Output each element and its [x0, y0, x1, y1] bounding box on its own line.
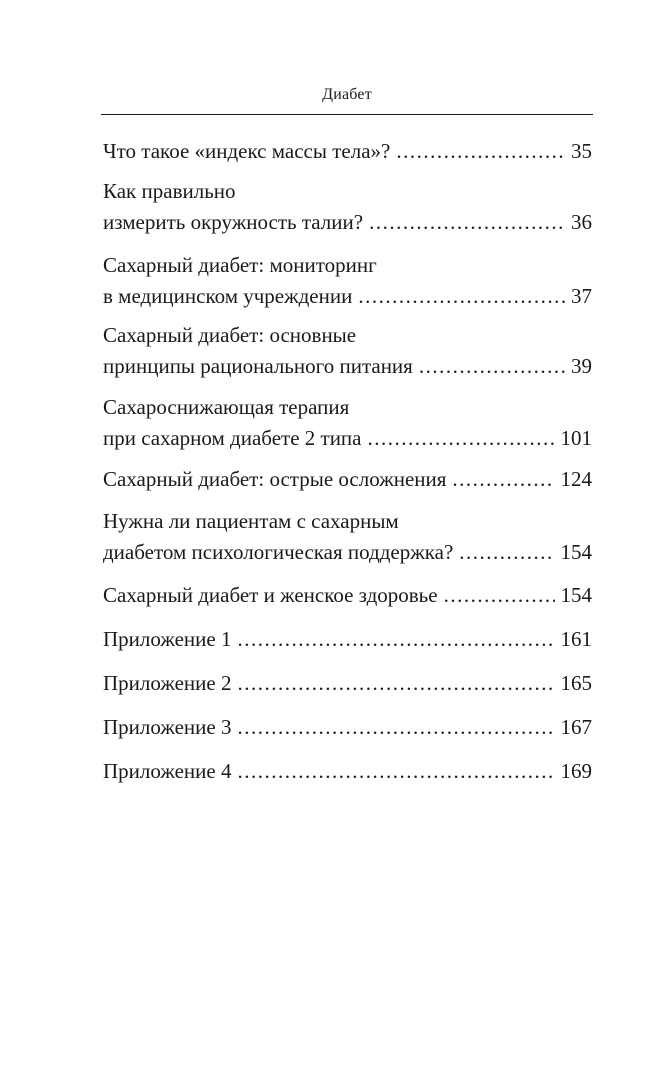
toc-entry[interactable] [103, 506, 592, 568]
dot-leader [444, 580, 555, 611]
toc-page-number: 169 [560, 759, 592, 783]
toc-entry-title: Сахарный диабет: острые осложнения [103, 467, 447, 491]
toc-entry-title: Приложение 1 [103, 627, 232, 651]
toc-entry-line [103, 464, 592, 495]
toc-entry-title: Что такое «индекс массы тела»? [103, 139, 391, 163]
toc-entry-line [103, 712, 592, 743]
toc-entry-title: Приложение 3 [103, 715, 232, 739]
toc-entry[interactable] [103, 176, 592, 238]
toc-entry-line [103, 624, 592, 655]
dot-leader [452, 464, 554, 495]
toc-entry-line [103, 351, 592, 382]
dot-leader [368, 423, 555, 454]
toc-page-number: 37 [571, 284, 592, 308]
toc-entry-title: Приложение 4 [103, 759, 232, 783]
toc-entry[interactable] [103, 624, 592, 655]
toc-entry[interactable] [103, 320, 592, 382]
dot-leader [237, 756, 554, 787]
toc-page-number: 35 [571, 139, 592, 163]
toc-page-number: 167 [560, 715, 592, 739]
toc-entry[interactable] [103, 250, 592, 312]
toc-entry[interactable] [103, 668, 592, 699]
toc-page-number: 165 [560, 671, 592, 695]
toc-entry-title: в медицинском учреждении [103, 284, 353, 308]
toc-entry[interactable] [103, 580, 592, 611]
dot-leader [369, 207, 565, 238]
dot-leader [396, 136, 565, 167]
toc-page-number: 124 [560, 467, 592, 491]
toc-entry-title: при сахарном диабете 2 типа [103, 426, 362, 450]
dot-leader [237, 712, 554, 743]
toc-entry-line [103, 668, 592, 699]
toc-entry-title: Сахарный диабет: основные [103, 323, 357, 347]
toc-entry-line [103, 136, 592, 167]
toc-page-number: 101 [560, 426, 592, 450]
toc-entry-title: Сахарный диабет: мониторинг [103, 253, 377, 277]
dot-leader [237, 624, 554, 655]
toc-entry[interactable] [103, 136, 592, 167]
toc-entry-line [103, 423, 592, 454]
toc-entry-title: принципы рационального питания [103, 354, 413, 378]
toc-entry-line [103, 537, 592, 568]
toc-entry-line [103, 580, 592, 611]
toc-entry-title: измерить окружность талии? [103, 210, 364, 234]
toc-entry-line [103, 281, 592, 312]
toc-entry-line [103, 756, 592, 787]
toc-entry-title: Сахарный диабет и женское здоровье [103, 583, 438, 607]
toc-entry-title: Как правильно [103, 179, 236, 203]
toc-entry-title: Приложение 2 [103, 671, 232, 695]
toc-entry-line [103, 207, 592, 238]
toc-page-number: 154 [560, 583, 592, 607]
running-head: Диабет [322, 86, 372, 103]
toc-page-number: 39 [571, 354, 592, 378]
toc-entry[interactable] [103, 756, 592, 787]
toc-page-number: 154 [560, 540, 592, 564]
dot-leader [358, 281, 565, 312]
toc-entry[interactable] [103, 392, 592, 454]
toc-entry[interactable] [103, 712, 592, 743]
toc-entry-title: Сахароснижающая терапия [103, 395, 350, 419]
toc-entry-title: Нужна ли пациентам с сахарным [103, 509, 399, 533]
dot-leader [419, 351, 565, 382]
toc-page-number: 161 [560, 627, 592, 651]
dot-leader [459, 537, 554, 568]
toc-entry-title: диабетом психологическая поддержка? [103, 540, 454, 564]
toc-page-number: 36 [571, 210, 592, 234]
header-rule [101, 114, 593, 115]
toc-entry[interactable] [103, 464, 592, 495]
dot-leader [237, 668, 554, 699]
